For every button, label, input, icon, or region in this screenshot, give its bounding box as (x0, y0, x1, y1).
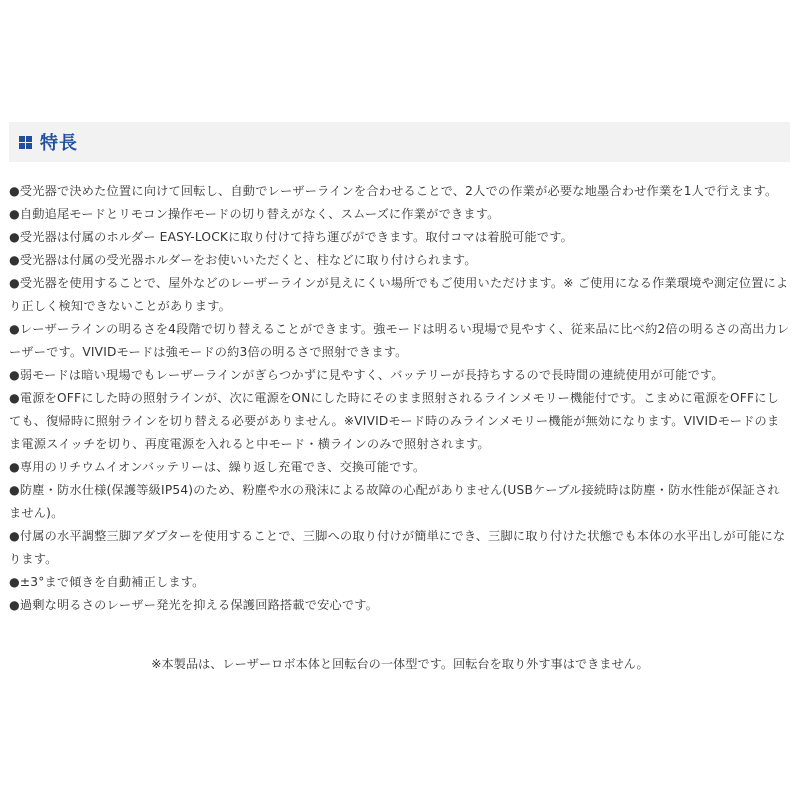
feature-item: ●レーザーラインの明るさを4段階で切り替えることができます。強モードは明るい現場で見やすく、従来品に比べ約2倍の明るさの高出力レーザーです。VIVIDモードは強モードの約3倍の明るさで照射できます。 (9, 322, 790, 359)
feature-item: ●付属の水平調整三脚アダプターを使用することで、三脚への取り付けが簡単にでき、三脚に取り付けた状態でも本体の水平出しが可能になります。 (9, 529, 786, 566)
grid-square-icon (19, 136, 32, 149)
feature-item: ●受光器は付属の受光器ホルダーをお使いいただくと、柱などに取り付けられます。 (9, 253, 477, 267)
feature-item: ●防塵・防水仕様(保護等級IP54)のため、粉塵や水の飛沫による故障の心配がありません(USBケーブル接続時は防塵・防水性能が保証されません)。 (9, 483, 780, 520)
feature-item: ●受光器を使用することで、屋外などのレーザーラインが見えにくい場所でもご使用いただけます。※ ご使用になる作業環境や測定位置により正しく検知できないことがあります。 (9, 276, 789, 313)
feature-item: ●過剰な明るさのレーザー発光を抑える保護回路搭載で安心です。 (9, 598, 379, 612)
section-header (9, 122, 790, 162)
section-title: 特長 (40, 133, 78, 154)
feature-item: ●自動追尾モードとリモコン操作モードの切り替えがなく、スムーズに作業ができます。 (9, 207, 500, 221)
feature-item: ●電源をOFFにした時の照射ラインが、次に電源をONにした時にそのまま照射されるラインメモリー機能付です。こまめに電源をOFFにしても、復帰時に照射ラインを切り替える必要がありません。※VIVIDモード時のみラインメモリー機能が無効になります。VIVIDモードのまま電源スイッチを切り、再度電源を入れると中モード・横ラインのみで照射されます。 (9, 391, 780, 451)
feature-item: ●±3°まで傾きを自動補正します。 (9, 575, 205, 589)
product-note: ※本製品は、レーザーロボ本体と回転台の一体型です。回転台を取り外す事はできません。 (151, 657, 649, 671)
feature-list (9, 180, 790, 617)
feature-item: ●専用のリチウムイオンバッテリーは、繰り返し充電でき、交換可能です。 (9, 460, 426, 474)
feature-item: ●弱モードは暗い現場でもレーザーラインがぎらつかずに見やすく、バッテリーが長持ちするので長時間の連続使用が可能です。 (9, 368, 724, 382)
feature-item: ●受光器は付属のホルダー EASY-LOCKに取り付けて持ち運びができます。取付コマは着脱可能です。 (9, 230, 573, 244)
feature-item: ●受光器で決めた位置に向けて回転し、自動でレーザーラインを合わせることで、2人での作業が必要な地墨合わせ作業を1人で行えます。 (9, 184, 778, 198)
